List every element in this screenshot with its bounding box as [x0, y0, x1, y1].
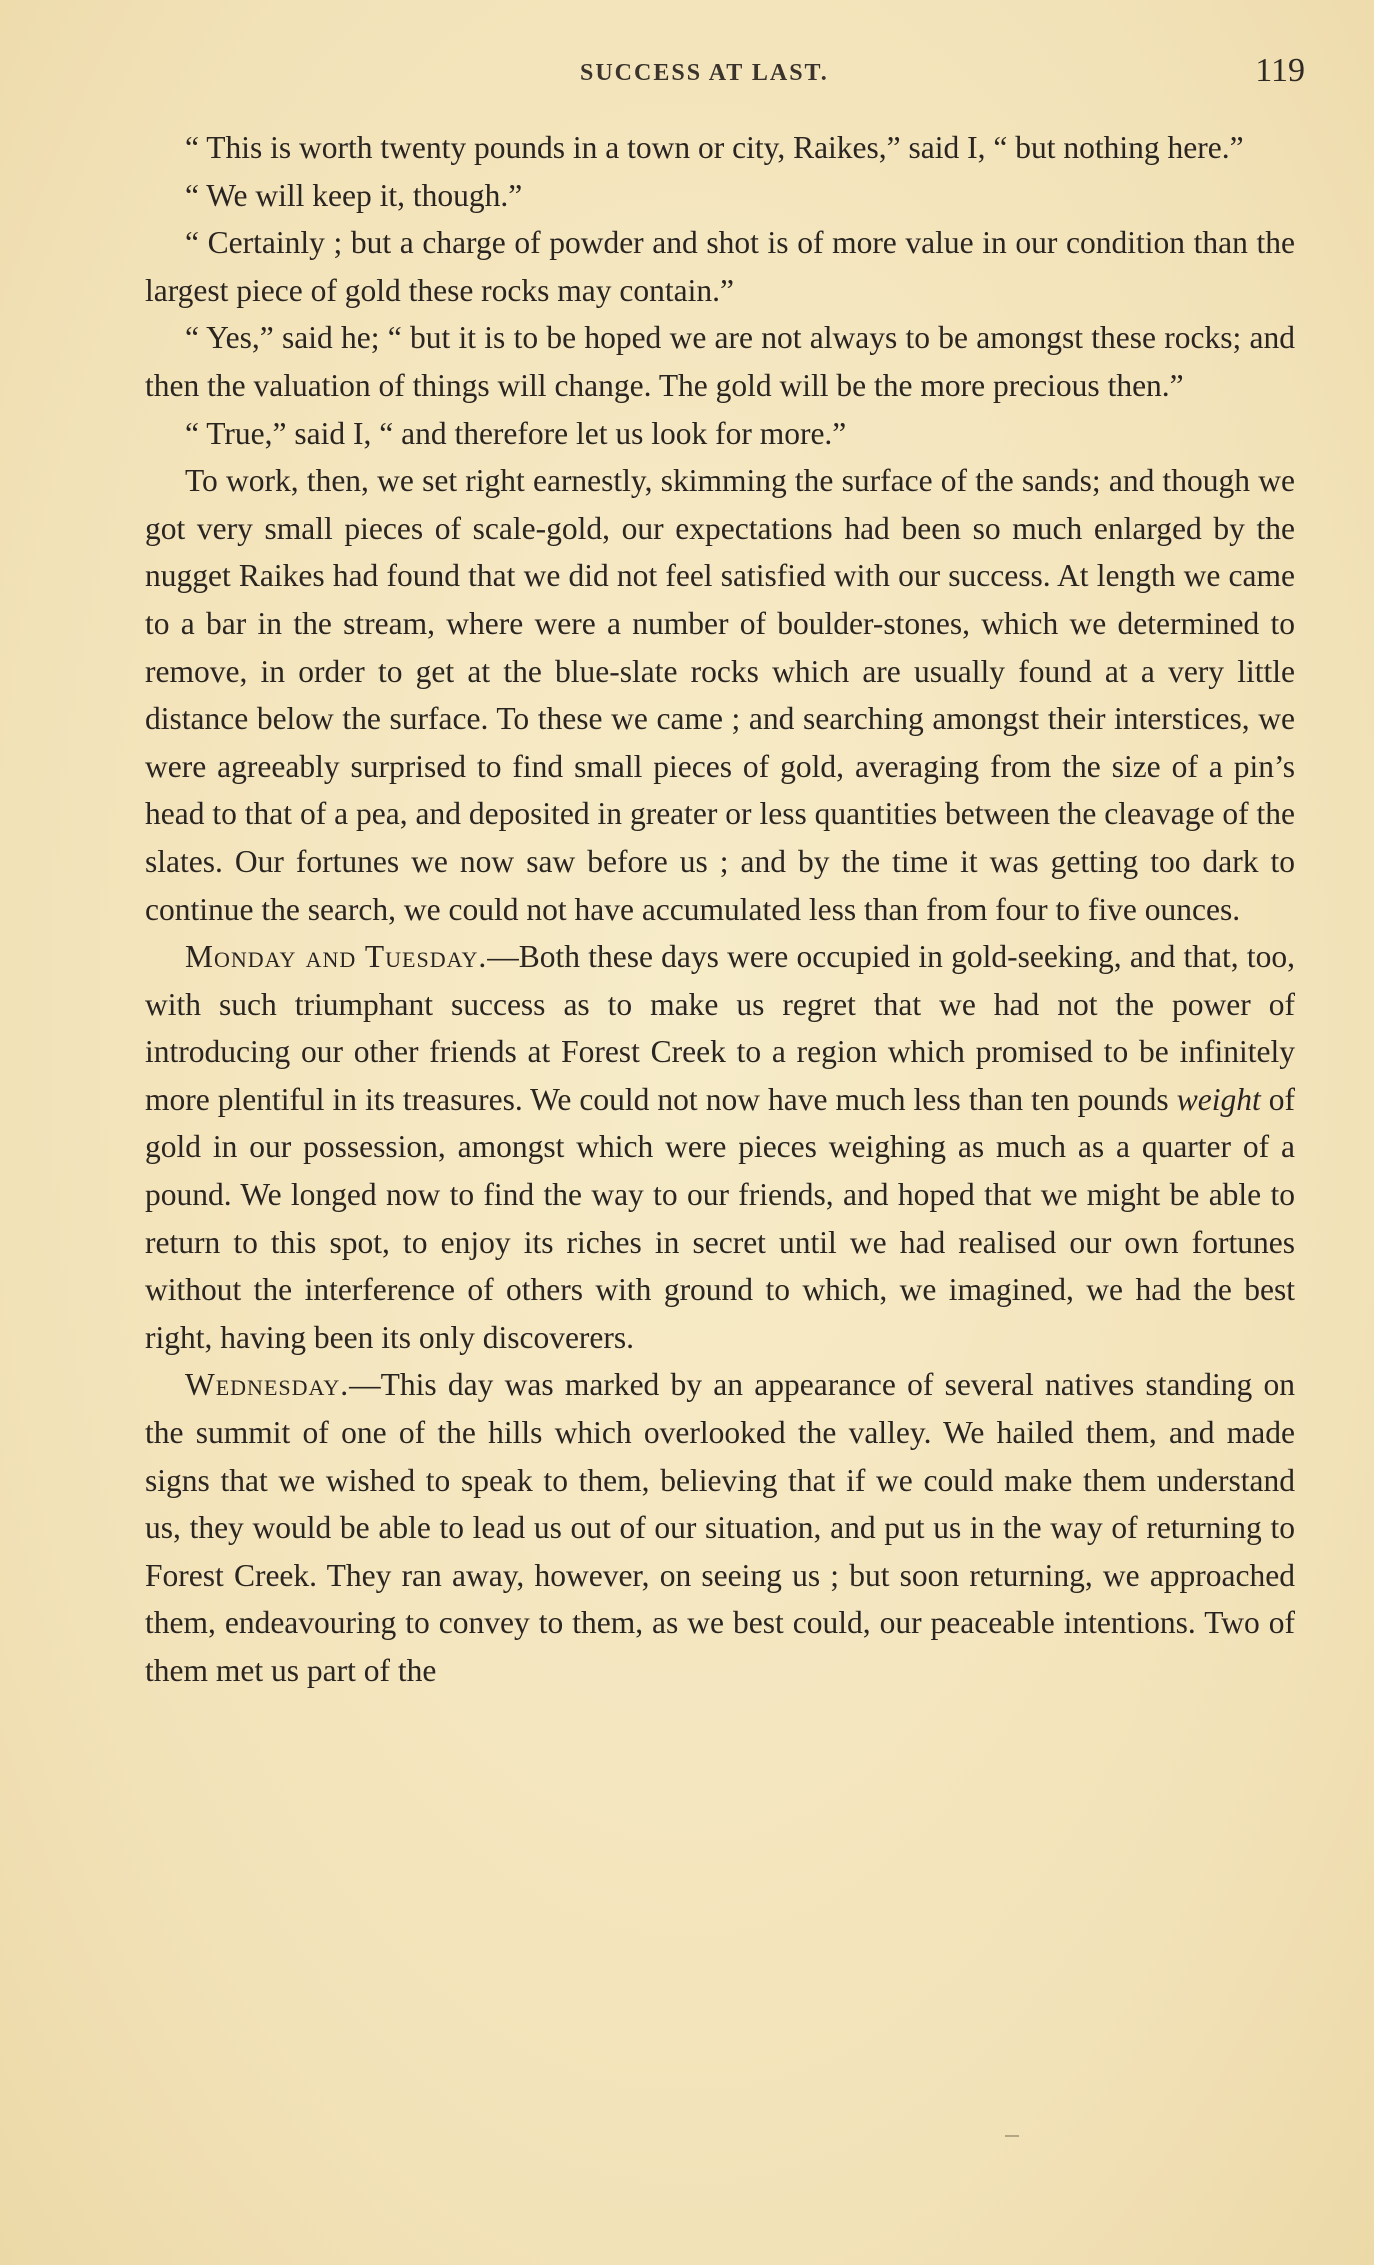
paragraph-wednesday — [145, 1361, 1295, 1694]
emphasis: weight — [1176, 1081, 1261, 1117]
page-header — [145, 52, 1305, 98]
paragraph-text: of gold in our possession, amongst which were pieces weighing as much as a quarter of a pound. We longed now to find the way to our friends, and hoped that we might be able to return to this spot, to enjoy its riches in secret until we had realised our own fortunes without the interference of others with ground to which, we imagined, we had the best right, having been its only discoverers. — [145, 1081, 1295, 1355]
printer-mark — [1005, 2135, 1019, 2137]
paragraph: “ Certainly ; but a charge of powder and shot is of more value in our condition than the largest piece of gold these rocks may contain.” — [145, 225, 1295, 308]
paragraph: “ Yes,” said he; “ but it is to be hoped we are not always to be amongst these rocks; and then the valuation of things will change. The gold will be the more precious then.” — [145, 320, 1295, 403]
paragraph: To work, then, we set right earnestly, skimming the surface of the sands; and though we got very small pieces of scale-gold, our expectations had been so much enlarged by the nugget Raikes had found that we did not feel satisfied with our success. At length we came to a bar in the stream, where were a number of boulder-stones, which we determined to remove, in order to get at the blue-slate rocks which are usually found at a very little distance below the surface. To these we came ; and searching amongst their interstices, we were agreeably surprised to find small pieces of gold, averaging from the size of a pin’s head to that of a pea, and deposited in greater or less quantities between the cleavage of the slates. Our fortunes we now saw before us ; and by the time it was getting too dark to continue the search, we could not have accumulated less than from four to five ounces. — [145, 463, 1295, 927]
paragraph-text: —This day was marked by an appearance of several natives standing on the summit of one of the hills which overlooked the valley. We hailed them, and made signs that we wished to speak to them, believing that if we could make them understand us, they would be able to lead us out of our situation, and put us in the way of returning to Forest Creek. They ran away, however, on seeing us ; but soon returning, we approached them, endeavouring to convey to them, as we best could, our peaceable intentions. Two of them met us part of the — [145, 1367, 1295, 1688]
page-number: 119 — [1255, 52, 1305, 89]
day-heading: Monday and Tuesday. — [185, 939, 488, 975]
body-text — [145, 124, 1295, 1695]
day-heading: Wednesday. — [185, 1367, 350, 1403]
paragraph: “ This is worth twenty pounds in a town or city, Raikes,” said I, “ but nothing here.” — [185, 130, 1244, 165]
paragraph-text: —Both these days were occupied in gold-seeking, and that, too, with such triumphant success as to make us regret that we had not the power of introducing our other friends at Forest Creek to a region which promised to be infinitely more plentiful in its treasures. We could not now have much less than ten pounds — [145, 939, 1295, 1117]
paragraph-monday-tuesday — [145, 933, 1295, 1361]
paragraph: “ True,” said I, “ and therefore let us look for more.” — [185, 415, 847, 451]
paragraph: “ We will keep it, though.” — [185, 177, 523, 213]
running-head: SUCCESS AT LAST. — [580, 60, 829, 86]
